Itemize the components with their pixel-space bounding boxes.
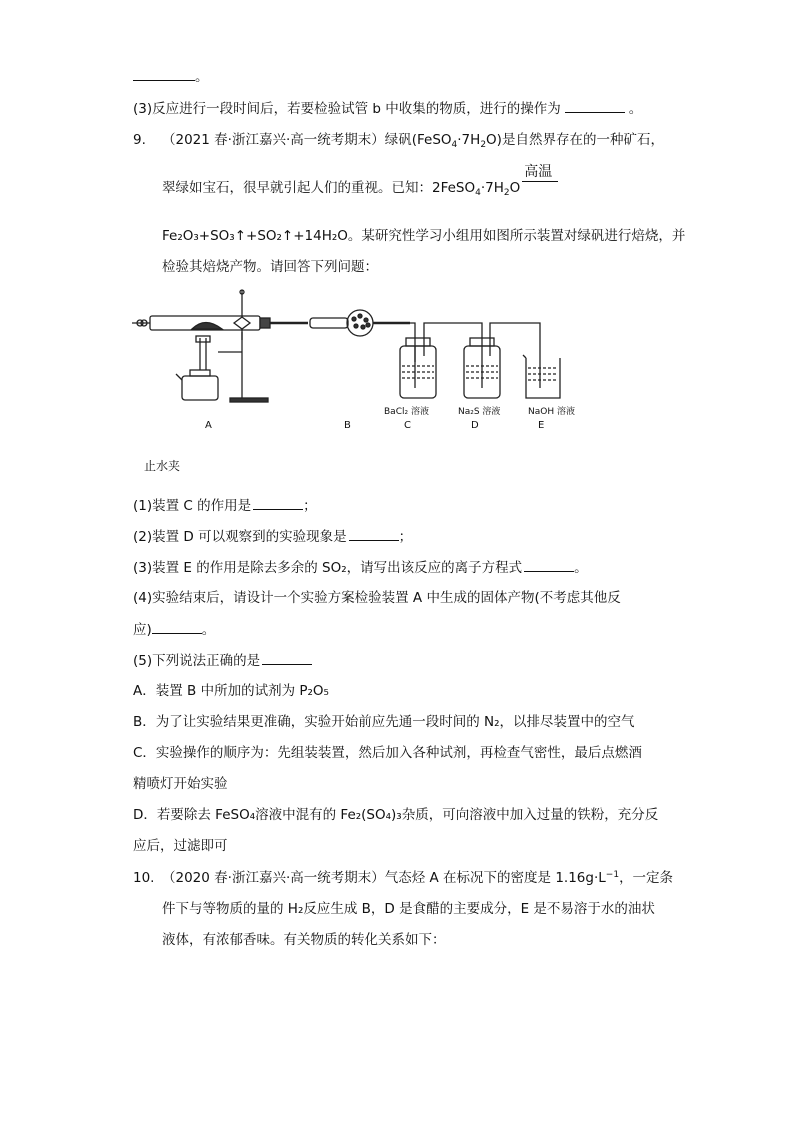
answer-blank[interactable] [152, 619, 202, 634]
question-number: 10. [133, 870, 155, 886]
option-b: B．为了让实验结果更准确，实验开始前应先通一段时间的 N₂，以排尽装置中的空气 [133, 714, 635, 730]
q10-line2: 件下与等物质的量的 H₂反应生成 B，D 是食醋的主要成分，E 是不易溶于水的油状 [162, 901, 655, 917]
option-d-cont: 应后，过滤即可 [133, 838, 228, 854]
label-E: E [538, 420, 545, 430]
q9-part5: (5)下列说法正确的是 [133, 650, 312, 671]
answer-blank[interactable] [253, 495, 303, 510]
q9-part2: (2)装置 D 可以观察到的实验现象是 ； [133, 526, 412, 547]
option-a: A．装置 B 中所加的试剂为 P₂O₅ [133, 683, 329, 699]
answer-blank[interactable] [262, 650, 312, 665]
beaker-E [523, 355, 560, 398]
reagent-label-E: NaOH 溶液 [528, 407, 575, 417]
answer-blank[interactable] [524, 557, 574, 572]
q9-line3: Fe₂O₃+SO₃↑+SO₂↑+14H₂O。某研究性学习小组用如图所示装置对绿矾进行焙烧，并 [162, 228, 686, 244]
q9-line2: 翠绿如宝石，很早就引起人们的重视。已知：$2FeSO_4\cdot 7H_2O$ 高温 [162, 178, 558, 198]
q8-part3: (3)反应进行一段时间后，若要检验试管 b 中收集的物质，进行的操作为 。 [133, 98, 642, 119]
q9-line4: 检验其焙烧产物。请回答下列问题： [162, 259, 378, 275]
question-number: 9. [133, 132, 146, 148]
answer-blank[interactable] [565, 98, 625, 113]
label-C: C [404, 420, 411, 430]
clamp-label: 止水夹 [144, 459, 181, 473]
q10-line3: 液体，有浓郁香味。有关物质的转化关系如下： [162, 932, 446, 948]
label-A: A [205, 420, 212, 430]
q9-part4-cont: 应) 。 [133, 619, 215, 640]
option-d: D．若要除去 FeSO₄溶液中混有的 Fe₂(SO₄)₃杂质，可向溶液中加入过量的铁粉，充分反 [133, 807, 659, 823]
prev-answer-line: 。 [133, 66, 209, 87]
option-c-cont: 精喷灯开始实验 [133, 776, 228, 792]
option-c: C．实验操作的顺序为：先组装装置，然后加入各种试剂，再检查气密性，最后点燃酒 [133, 745, 642, 761]
answer-blank[interactable] [133, 66, 195, 81]
q9-part4: (4)实验结束后，请设计一个实验方案检验装置 A 中生成的固体产物(不考虑其他反 [133, 590, 621, 606]
label-B: B [344, 420, 351, 430]
q9-part1: (1)装置 C 的作用是 ； [133, 495, 317, 516]
q10-line1: （2020 春·浙江嘉兴·高一统考期末）气态烃 A 在标况下的密度是 $1.16g\cdot L^{-1}$，一定条 [162, 870, 674, 886]
label-D: D [471, 420, 479, 430]
alcohol-burner [182, 376, 218, 400]
q9-part3: (3)装置 E 的作用是除去多余的 SO₂，请写出该反应的离子方程式 。 [133, 557, 588, 578]
reaction-condition: 高温 [522, 178, 558, 198]
sample-pile [192, 323, 222, 330]
reagent-label-C: BaCl₂ 溶液 [384, 407, 429, 417]
drying-tube [310, 318, 348, 328]
answer-blank[interactable] [349, 526, 399, 541]
q9-intro: （2021 春·浙江嘉兴·高一统考期末）绿矾$(FeSO_4\cdot 7H_2O)$是自然界存在的一种矿石， [162, 132, 664, 150]
reagent-label-D: Na₂S 溶液 [458, 407, 501, 417]
apparatus-diagram [130, 280, 590, 430]
